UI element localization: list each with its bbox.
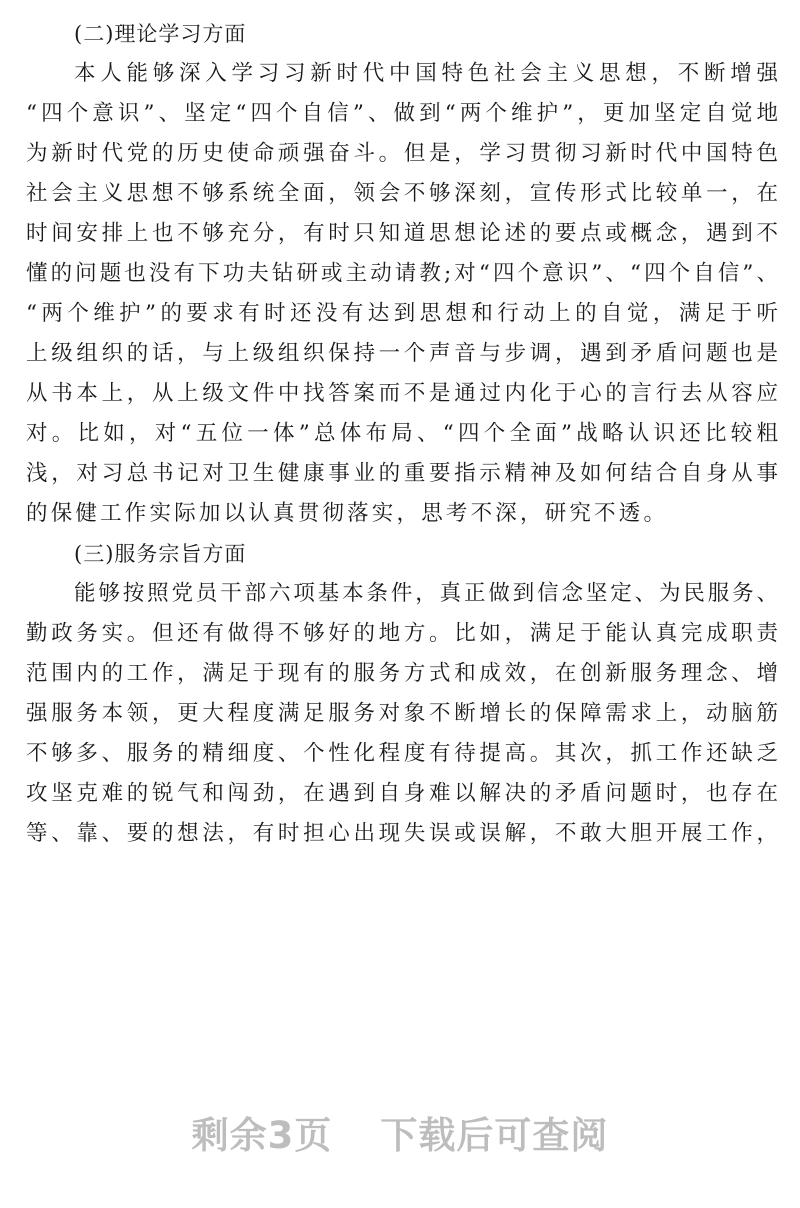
paragraph-line: “四个意识”、坚定“四个自信”、做到“两个维护”，更加坚定自觉地 — [26, 101, 778, 126]
paragraph-line: 本人能够深入学习习新时代中国特色社会主义思想，不断增强 — [74, 61, 778, 86]
paragraph-line: 攻坚克难的锐气和闯劲，在遇到自身难以解决的矛盾问题时，也存在 — [26, 781, 778, 806]
remaining-pages-label: 剩余3页 — [191, 1114, 333, 1157]
paragraph-line: 浅，对习总书记对卫生健康事业的重要指示精神及如何结合自身从事 — [26, 461, 778, 486]
remaining-pages-notice[interactable] — [0, 1105, 800, 1159]
document-body — [26, 14, 778, 854]
paragraph-line: 时间安排上也不够充分，有时只知道思想论述的要点或概念，遇到不 — [26, 221, 778, 246]
paragraph-theory-study — [26, 54, 778, 534]
paragraph-line: 等、靠、要的想法，有时担心出现失误或误解，不敢大胆开展工作， — [26, 821, 778, 846]
paragraph-line: 为新时代党的历史使命顽强奋斗。但是，学习贯彻习新时代中国特色 — [26, 141, 778, 166]
paragraph-line: “两个维护”的要求有时还没有达到思想和行动上的自觉，满足于听 — [26, 301, 778, 326]
paragraph-service-purpose — [26, 574, 778, 854]
paragraph-line: 社会主义思想不够系统全面，领会不够深刻，宣传形式比较单一，在 — [26, 181, 778, 206]
paragraph-line: 的保健工作实际加以认真贯彻落实，思考不深，研究不透。 — [26, 501, 669, 526]
paragraph-line: 懂的问题也没有下功夫钻研或主动请教;对“四个意识”、“四个自信”、 — [26, 261, 778, 286]
download-to-view-label: 下载后可查阅 — [380, 1114, 609, 1157]
paragraph-line: 不够多、服务的精细度、个性化程度有待提高。其次，抓工作还缺乏 — [26, 741, 778, 766]
paragraph-line: 对。比如，对“五位一体”总体布局、“四个全面”战略认识还比较粗 — [26, 421, 778, 446]
paragraph-line: 上级组织的话，与上级组织保持一个声音与步调，遇到矛盾问题也是 — [26, 341, 778, 366]
paragraph-line: 范围内的工作，满足于现有的服务方式和成效，在创新服务理念、增 — [26, 661, 778, 686]
section-heading-theory-study: (二)理论学习方面 — [74, 22, 247, 46]
section-heading-service-purpose: (三)服务宗旨方面 — [74, 542, 247, 566]
paragraph-line: 从书本上，从上级文件中找答案而不是通过内化于心的言行去从容应 — [26, 381, 778, 406]
paragraph-line: 强服务本领，更大程度满足服务对象不断增长的保障需求上，动脑筋 — [26, 701, 778, 726]
paragraph-line: 能够按照党员干部六项基本条件，真正做到信念坚定、为民服务、 — [74, 581, 778, 606]
paragraph-line: 勤政务实。但还有做得不够好的地方。比如，满足于能认真完成职责 — [26, 621, 778, 646]
